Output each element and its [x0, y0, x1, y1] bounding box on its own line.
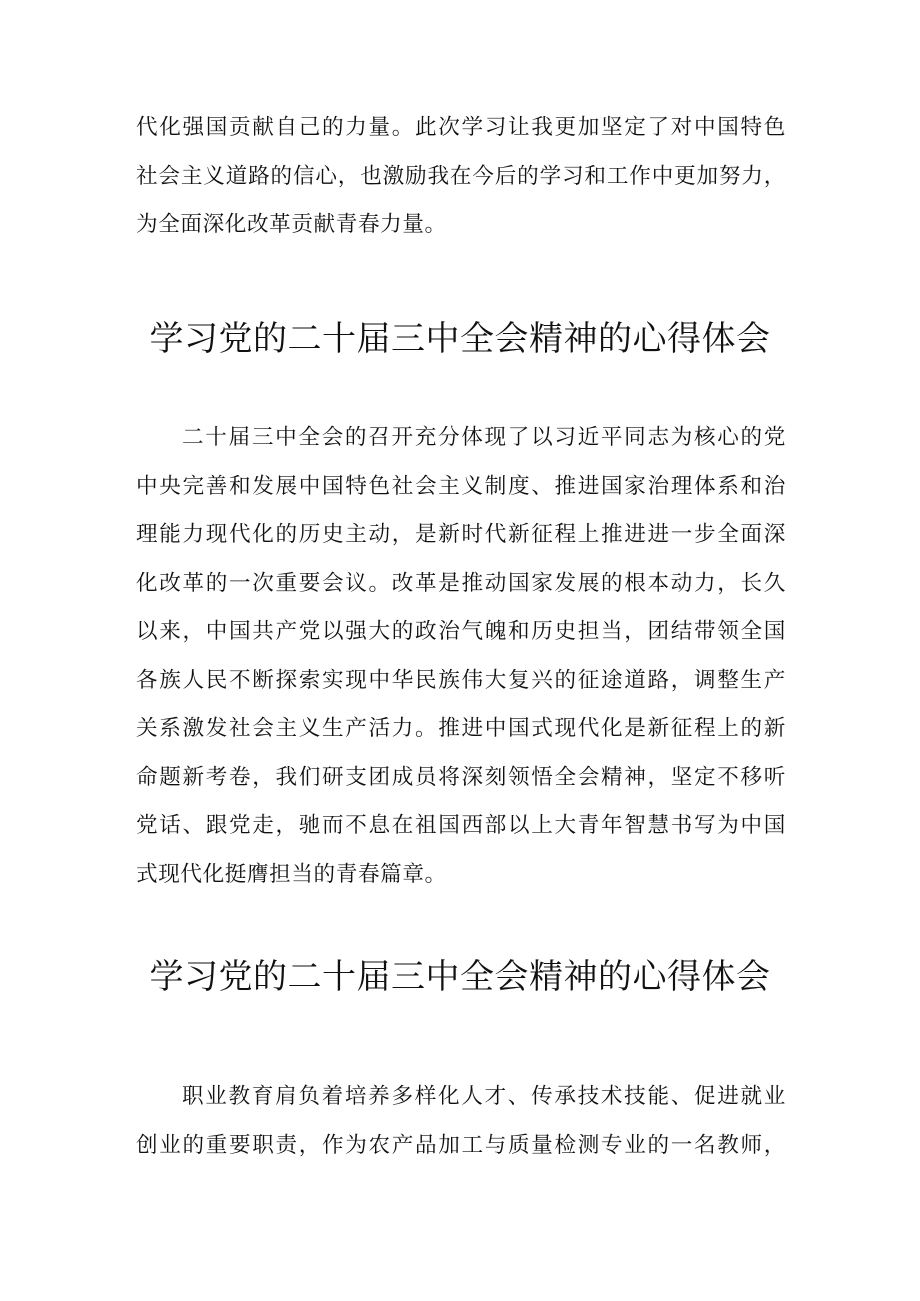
paragraph-line: 理能力现代化的历史主动，是新时代新征程上推进进一步全面深	[136, 522, 786, 547]
paragraph-line: 命题新考卷，我们研支团成员将深刻领悟全会精神，坚定不移听	[136, 764, 786, 790]
paragraph-line: 式现代化挺膺担当的青春篇章。	[136, 861, 447, 887]
paragraph-line: 代化强国贡献自己的力量。此次学习让我更加坚定了对中国特色	[136, 115, 786, 140]
paragraph-line: 二十届三中全会的召开充分体现了以习近平同志为核心的党	[182, 425, 786, 450]
paragraph-line: 关系激发社会主义生产活力。推进中国式现代化是新征程上的新	[136, 716, 786, 741]
paragraph-line: 各族人民不断探索实现中华民族伟大复兴的征途道路，调整生产	[136, 667, 786, 693]
section-heading-1: 学习党的二十届三中全会精神的心得体会	[149, 319, 771, 359]
paragraph-line: 为全面深化改革贡献青春力量。	[136, 212, 447, 237]
paragraph-line: 职业教育肩负着培养多样化人才、传承技术技能、促进就业	[182, 1084, 786, 1109]
section-2-paragraph	[136, 1073, 786, 1170]
paragraph-line: 以来，中国共产党以强大的政治气魄和历史担当，团结带领全国	[136, 619, 786, 644]
paragraph-line: 创业的重要职责，作为农产品加工与质量检测专业的一名教师，	[136, 1132, 786, 1158]
paragraph-line: 中央完善和发展中国特色社会主义制度、推进国家治理体系和治	[136, 473, 786, 499]
intro-paragraph	[136, 104, 786, 250]
paragraph-line: 党话、跟党走，驰而不息在祖国西部以上大青年智慧书写为中国	[136, 813, 786, 838]
section-heading-2: 学习党的二十届三中全会精神的心得体会	[149, 957, 771, 997]
section-1-paragraph	[136, 414, 786, 899]
paragraph-line: 社会主义道路的信心，也激励我在今后的学习和工作中更加努力，	[136, 163, 786, 189]
paragraph-line: 化改革的一次重要会议。改革是推动国家发展的根本动力，长久	[136, 570, 786, 596]
